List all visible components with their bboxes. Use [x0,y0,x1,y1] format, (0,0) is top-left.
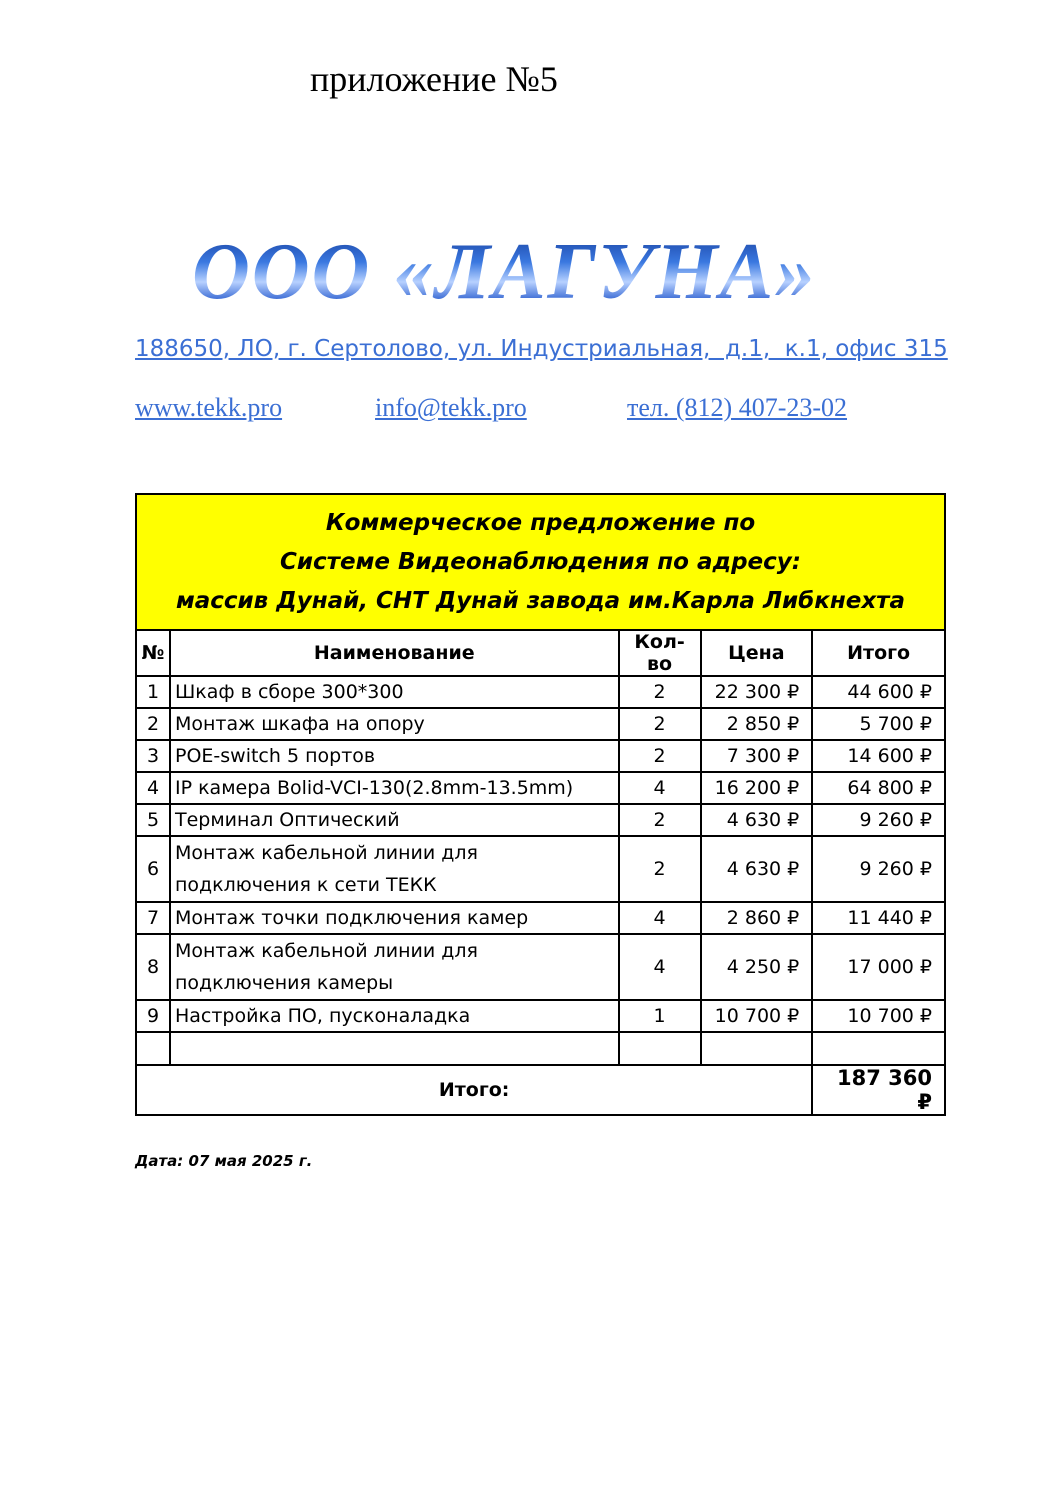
offer-table [135,493,946,1116]
company-name: ООО «ЛАГУНА» [192,222,872,322]
row-total: 11 440 ₽ [812,902,945,934]
grand-total-label: Итого: [136,1065,812,1115]
row-name-line: Монтаж кабельной линии для [174,940,478,962]
row-name-line: подключения к сети ТЕКК [174,874,437,896]
table-row [136,772,945,804]
row-qty: 2 [619,836,701,902]
row-number: 7 [136,902,170,934]
empty-row [136,1032,945,1065]
row-number: 9 [136,1000,170,1032]
row-qty: 4 [619,902,701,934]
row-qty: 4 [619,934,701,1000]
table-row [136,740,945,772]
row-number: 8 [136,934,170,1000]
header-qty: Кол-во [619,630,701,676]
row-total: 5 700 ₽ [812,708,945,740]
offer-title [136,494,945,630]
table-row [136,1000,945,1032]
offer-title-line-2: Системе Видеонаблюдения по адресу: [280,548,801,575]
row-number: 3 [136,740,170,772]
row-total: 9 260 ₽ [812,836,945,902]
row-total: 64 800 ₽ [812,772,945,804]
table-row [136,708,945,740]
header-price: Цена [701,630,813,676]
row-price: 4 630 ₽ [701,836,813,902]
row-name-line: Монтаж кабельной линии для [174,842,478,864]
row-name [170,934,619,1000]
row-number: 6 [136,836,170,902]
row-name-line: подключения камеры [174,972,394,994]
row-qty: 1 [619,1000,701,1032]
row-qty: 4 [619,772,701,804]
row-name: Монтаж шкафа на опору [170,708,619,740]
row-total: 44 600 ₽ [812,676,945,708]
row-price: 16 200 ₽ [701,772,813,804]
row-total: 17 000 ₽ [812,934,945,1000]
row-price: 10 700 ₽ [701,1000,813,1032]
row-number: 4 [136,772,170,804]
row-number: 5 [136,804,170,836]
table-row [136,934,945,1000]
row-name: Терминал Оптический [170,804,619,836]
row-name: Шкаф в сборе 300*300 [170,676,619,708]
row-price: 7 300 ₽ [701,740,813,772]
row-price: 4 250 ₽ [701,934,813,1000]
table-row [136,804,945,836]
row-qty: 2 [619,708,701,740]
row-qty: 2 [619,740,701,772]
header-number: № [136,630,170,676]
appendix-label: приложение №5 [310,59,558,99]
phone-link[interactable]: тел. (812) 407-23-02 [627,393,848,422]
row-total: 14 600 ₽ [812,740,945,772]
grand-total-value: 187 360 ₽ [812,1065,945,1115]
table-row [136,676,945,708]
row-total: 10 700 ₽ [812,1000,945,1032]
row-price: 22 300 ₽ [701,676,813,708]
website-link[interactable]: www.tekk.pro [135,393,283,422]
header-name: Наименование [170,630,619,676]
offer-date: Дата: 07 мая 2025 г. [135,1152,313,1170]
row-price: 2 860 ₽ [701,902,813,934]
row-number: 2 [136,708,170,740]
offer-title-line-3: массив Дунай, СНТ Дунай завода им.Карла Либкнехта [175,587,906,614]
row-number: 1 [136,676,170,708]
row-qty: 2 [619,804,701,836]
row-name: Монтаж точки подключения камер [170,902,619,934]
row-name: POE-switch 5 портов [170,740,619,772]
row-name: IP камера Bolid-VCI-130(2.8mm-13.5mm) [170,772,619,804]
row-total: 9 260 ₽ [812,804,945,836]
row-name [170,836,619,902]
company-address: 188650, ЛО, г. Сертолово, ул. Индустриальная, д.1, к.1, офис 315 [135,336,948,362]
email-link[interactable]: info@tekk.pro [375,393,527,422]
table-row [136,836,945,902]
row-qty: 2 [619,676,701,708]
row-name: Настройка ПО, пусконаладка [170,1000,619,1032]
row-price: 4 630 ₽ [701,804,813,836]
header-total: Итого [812,630,945,676]
offer-rows [136,676,945,1032]
row-price: 2 850 ₽ [701,708,813,740]
offer-title-line-1: Коммерческое предложение по [325,509,756,536]
table-row [136,902,945,934]
